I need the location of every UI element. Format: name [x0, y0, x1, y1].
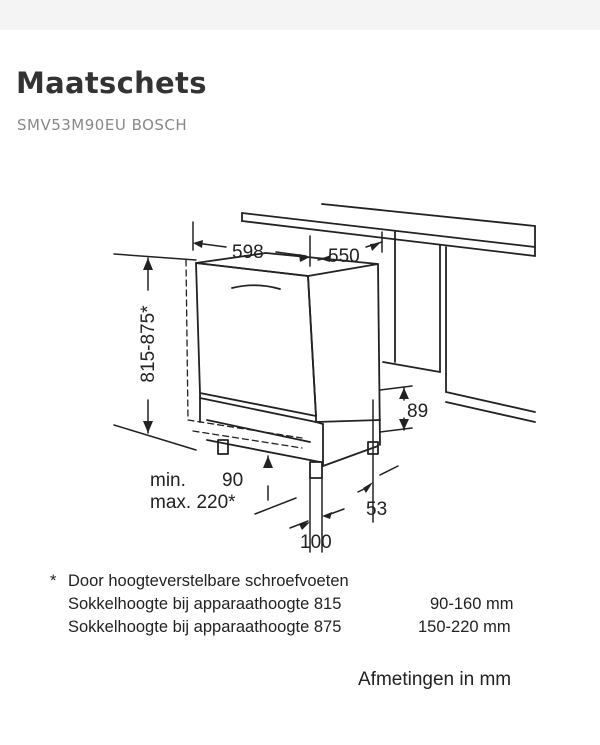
width-label: 598 — [232, 242, 264, 263]
plinth-min-value: 90 — [222, 470, 244, 491]
plinth-max-label: max. 220* — [150, 492, 236, 513]
door-handle — [232, 285, 280, 289]
depth-label: 550 — [328, 246, 360, 267]
foot-depth-label: 100 — [300, 532, 332, 553]
niche-outline — [186, 260, 302, 448]
appliance-plinth — [200, 393, 378, 466]
toe-kick-label: 89 — [407, 401, 429, 422]
footnote-marker: * — [50, 572, 57, 590]
plinth-min-label: min. — [150, 470, 186, 491]
countertop — [242, 204, 535, 256]
page-title: Maatschets — [16, 66, 207, 100]
footnote-line-3-label: Sokkelhoogte bij apparaathoogte 875 — [68, 618, 342, 636]
footnote-line-1: Door hoogteverstelbare schroefvoeten — [68, 572, 349, 590]
height-label: 815-875* — [138, 305, 159, 383]
product-subtitle: SMV53M90EU BOSCH — [17, 116, 188, 134]
foot-offset-label: 53 — [366, 499, 388, 520]
footnote-line-2-value: 90-160 mm — [430, 595, 514, 613]
plinth-dimension-line — [255, 456, 296, 514]
footnote-line-2-label: Sokkelhoogte bij apparaathoogte 815 — [68, 595, 342, 613]
footnote-line-3-value: 150-220 mm — [418, 618, 511, 636]
units-note: Afmetingen in mm — [358, 669, 512, 690]
